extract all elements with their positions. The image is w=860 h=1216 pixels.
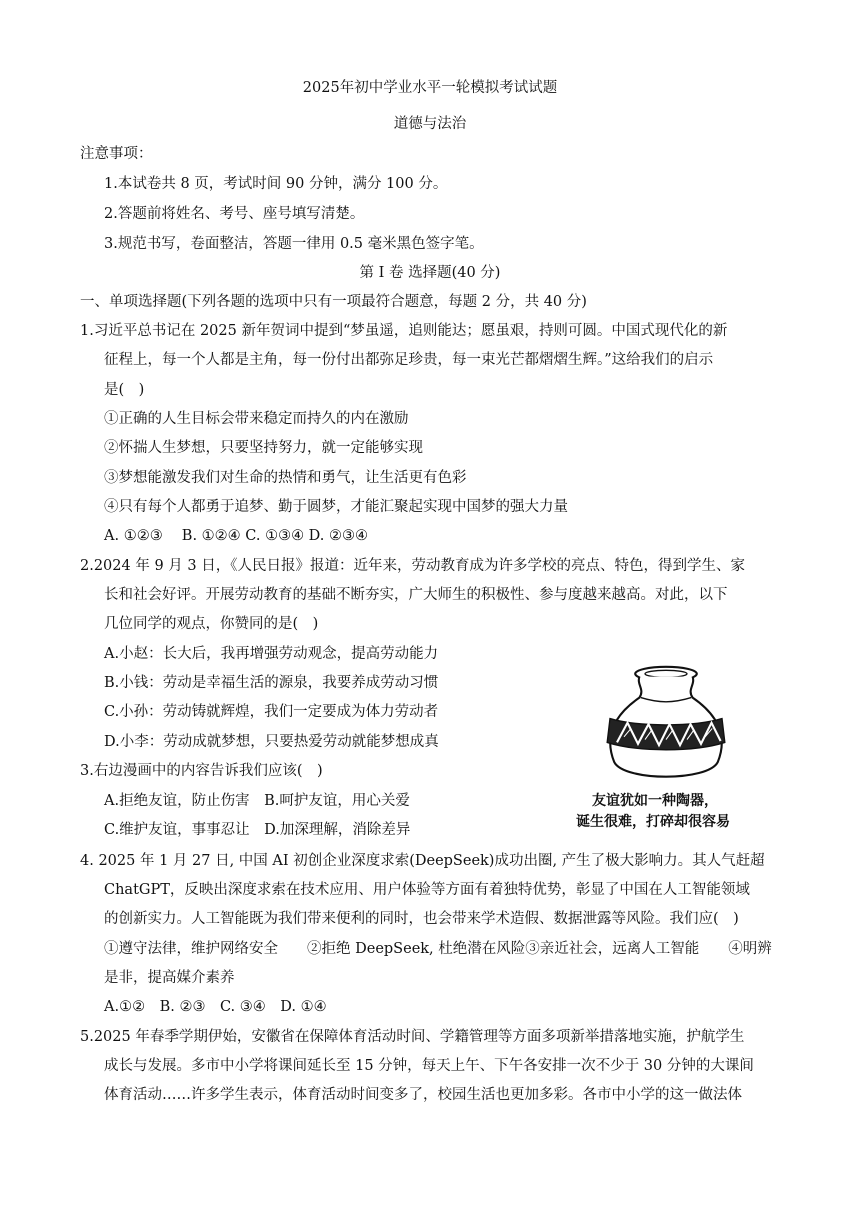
answer-option: D.小李：劳动成就梦想，只要热爱劳动就能梦想成真 — [104, 734, 439, 750]
question-text: 4. 2025 年 1 月 27 日, 中国 AI 初创企业深度求索(DeepSeek)成功出圈, 产生了极大影响力。其人气赶超 — [80, 853, 765, 869]
question-text: 是( ) — [104, 382, 145, 398]
statement: ②怀揣人生梦想，只要坚持努力，就一定能够实现 — [104, 440, 423, 456]
question-text: 2.2024 年 9 月 3 日，《人民日报》报道：近年来，劳动教育成为许多学校的亮点、特色，得到学生、家 — [80, 558, 745, 574]
pottery-jar-cartoon — [596, 664, 736, 790]
statement: ③梦想能激发我们对生命的热情和勇气，让生活更有色彩 — [104, 470, 467, 486]
question-text: 长和社会好评。开展劳动教育的基础不断夯实，广大师生的积极性、参与度越来越高。对此，以下 — [104, 587, 728, 603]
question-text: 3.右边漫画中的内容告诉我们应该( ) — [80, 763, 323, 779]
question-text: 征程上，每一个人都是主角，每一份付出都弥足珍贵，每一束光芒都熠熠生辉。”这给我们的启示 — [104, 352, 714, 368]
question-text: 的创新实力。人工智能既为我们带来便利的同时，也会带来学术造假、数据泄露等风险。我们应( ) — [104, 911, 739, 927]
answer-options: A.①② B. ②③ C. ③④ D. ①④ — [104, 999, 327, 1015]
answer-option: B.小钱：劳动是幸福生活的源泉，我要养成劳动习惯 — [104, 675, 439, 691]
question-text: 体育活动……许多学生表示，体育活动时间变多了，校园生活也更加多彩。各市中小学的这一做法体 — [104, 1087, 742, 1103]
answer-option: C.维护友谊，事事忍让 D.加深理解，消除差异 — [104, 822, 411, 838]
exam-subject: 道德与法治 — [393, 116, 467, 132]
question-text: ChatGPT，反映出深度求索在技术应用、用户体验等方面有着独特优势，彰显了中国在人工智能领域 — [104, 882, 750, 898]
question-text: 5.2025 年春季学期伊始，安徽省在保障体育活动时间、学籍管理等方面多项新举措落地实施，护航学生 — [80, 1029, 745, 1045]
statement: 是非，提高媒介素养 — [104, 970, 235, 986]
statement: ④只有每个人都勇于追梦、勤于圆梦，才能汇聚起实现中国梦的强大力量 — [104, 499, 568, 515]
cartoon-caption: 诞生很难，打碎却很容易 — [576, 814, 730, 830]
answer-option: A.小赵：长大后，我再增强劳动观念，提高劳动能力 — [104, 646, 439, 662]
question-text: 几位同学的观点，你赞同的是( ) — [104, 616, 319, 632]
answer-option: C.小孙：劳动铸就辉煌，我们一定要成为体力劳动者 — [104, 704, 439, 720]
answer-option: A.拒绝友谊，防止伤害 B.呵护友谊，用心关爱 — [104, 793, 410, 809]
notice-item: 2.答题前将姓名、考号、座号填写清楚。 — [104, 206, 365, 222]
question-text: 1.习近平总书记在 2025 新年贺词中提到“梦虽遥，追则能达；愿虽艰，持则可圆。中国式现代化的新 — [80, 323, 728, 339]
part-title: 第 I 卷 选择题(40 分) — [359, 265, 501, 281]
section-heading: 一、单项选择题(下列各题的选项中只有一项最符合题意，每题 2 分，共 40 分) — [80, 294, 587, 310]
notice-heading: 注意事项： — [80, 146, 153, 162]
statement: ①正确的人生目标会带来稳定而持久的内在激励 — [104, 411, 409, 427]
notice-item: 3.规范书写，卷面整洁，答题一律用 0.5 毫米黑色签字笔。 — [104, 236, 484, 252]
statement: ①遵守法律，维护网络安全 ②拒绝 DeepSeek, 杜绝潜在风险③亲近社会，远离人工智能 ④明辨 — [104, 941, 772, 957]
notice-item: 1.本试卷共 8 页，考试时间 90 分钟，满分 100 分。 — [104, 176, 448, 192]
cartoon-caption: 友谊犹如一种陶器， — [592, 793, 718, 809]
exam-title: 2025年初中学业水平一轮模拟考试试题 — [302, 80, 558, 96]
answer-options: A. ①②③ B. ①②④ C. ①③④ D. ②③④ — [104, 528, 369, 544]
question-text: 成长与发展。多市中小学将课间延长至 15 分钟，每天上午、下午各安排一次不少于 30 分钟的大课间 — [104, 1058, 754, 1074]
